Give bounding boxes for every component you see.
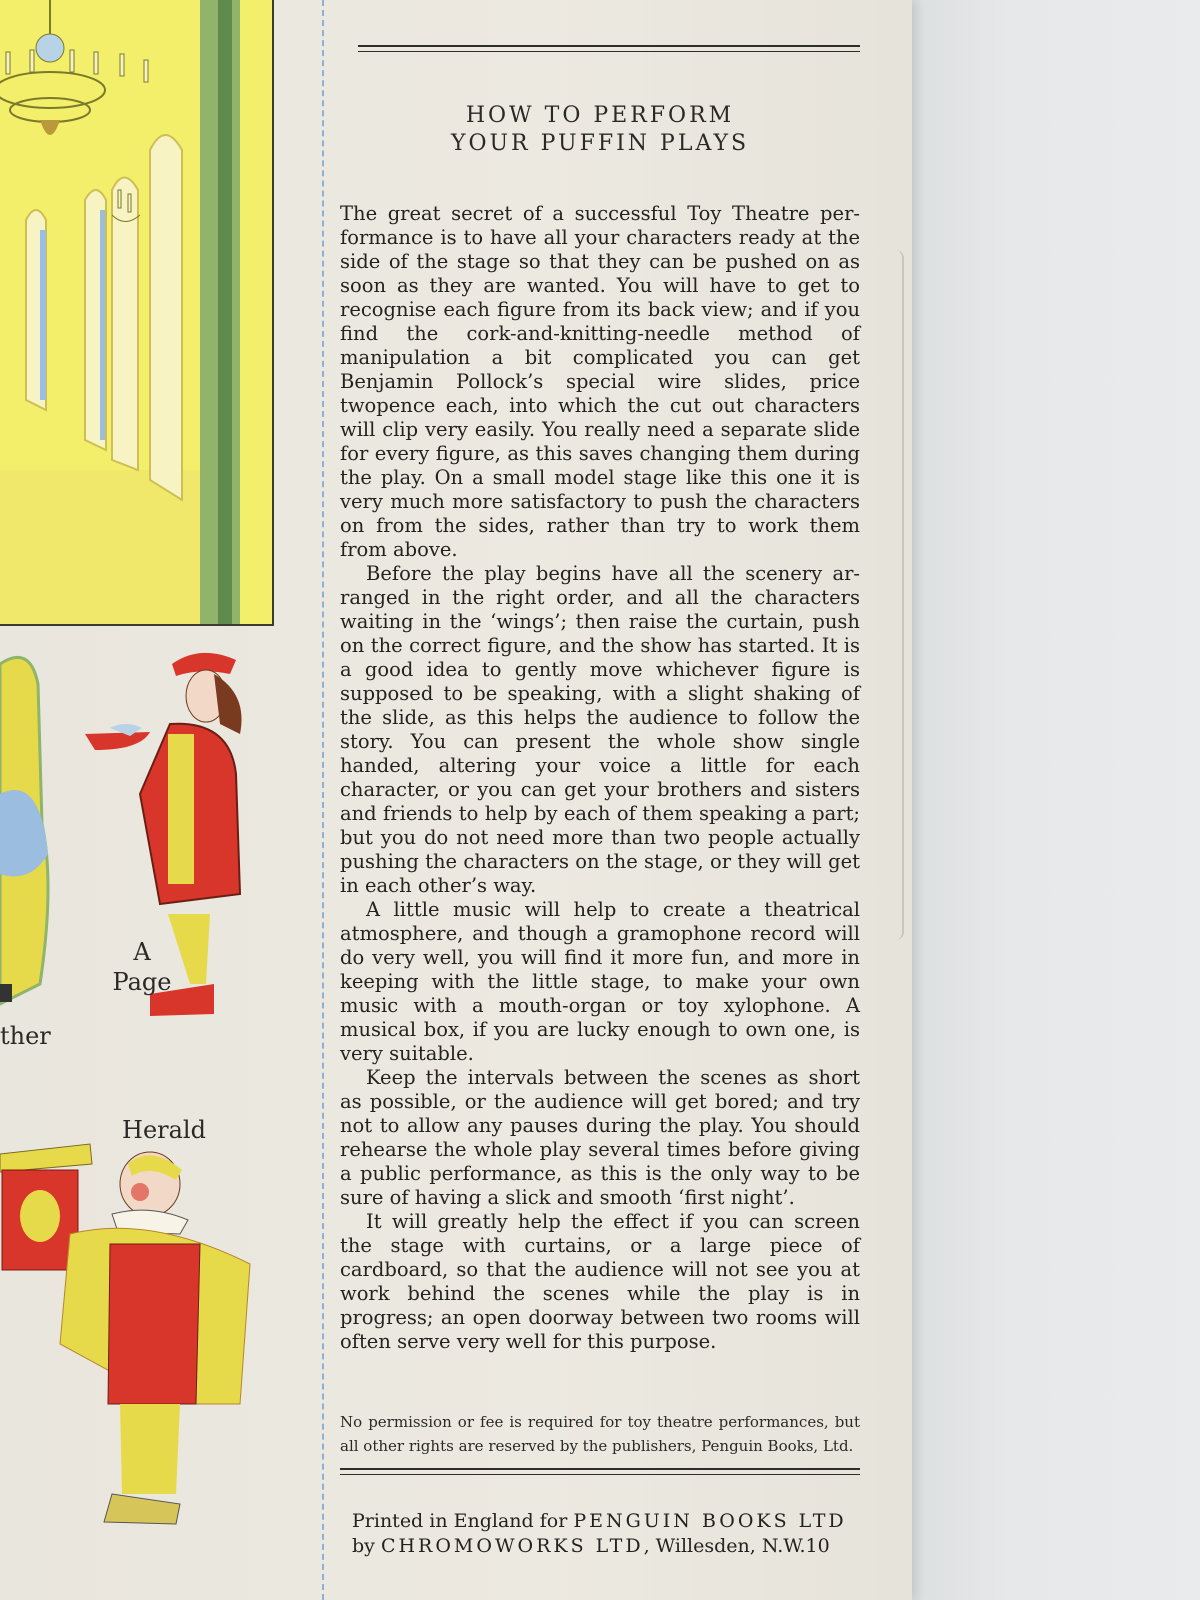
illustration-area — [0, 0, 300, 1600]
title-line-2: YOUR PUFFIN PLAYS — [450, 131, 750, 156]
imprint-line-1-prefix: Printed in England for — [352, 1510, 574, 1532]
permission-notice: No permission or fee is required for toy theatre performances, but all other rights are reserved by the publishers, Penguin Books, Ltd. — [340, 1413, 860, 1455]
page-edge — [872, 250, 904, 940]
caption-a: A — [133, 938, 151, 966]
stage-scene-drawing — [0, 0, 272, 624]
character-figures — [0, 624, 300, 1600]
caption-page: Page — [112, 968, 172, 996]
imprint-line-2 — [352, 1534, 860, 1559]
imprint-publisher: PENGUIN BOOKS LTD — [573, 1510, 847, 1532]
herald-figure — [0, 1144, 250, 1524]
title-line-1: HOW TO PERFORM — [465, 103, 735, 128]
paragraph-3: A little music will help to create a theatrical atmosphere, and though a gramophone record will do very well, you will find it more fun, and more in keeping with the little stage, to make your own music with a mouth-organ or toy xylophone. A musical box, if you are lucky enough to own one, is very suitable. — [340, 898, 860, 1065]
caption-other-partial: ther — [0, 1022, 51, 1050]
stage-scene — [0, 0, 274, 626]
imprint-line-2-suffix: , Willesden, N.W.10 — [643, 1535, 830, 1557]
paragraph-1: The great secret of a successful Toy Theatre performance is to have all your characters ready at the side of the stage so that they can be pushed on as soon as they are wanted. You will have to get to recognise each figure from its back view; and if you find the cork-and-knitting-needle method of manipulation a bit complicated you can get Benjamin Pollock’s special wire slides, price twopence each, into which the cut out characters will clip very easily. You really need a separate slide for every figure, as this saves changing them during the play. On a small model stage like this one it is very much more satisfactory to push the characters on from the sides, rather than try to work them from above. — [340, 202, 860, 561]
bottom-rule — [340, 1468, 860, 1475]
page-title — [340, 102, 860, 158]
paragraph-4: Keep the intervals between the scenes as short as possible, or the audience will get bored; and try not to allow any pauses during the play. You should rehearse the whole play several times before giving a public performance, as this is the only way to be sure of having a slick and smooth ‘first night’. — [340, 1066, 860, 1209]
caption-herald: Herald — [122, 1116, 206, 1144]
page-figure — [85, 653, 242, 1016]
instructions-column — [340, 45, 860, 1559]
printer-imprint — [340, 1509, 860, 1559]
fold-line — [322, 0, 324, 1600]
imprint-printer: CHROMOWORKS LTD — [380, 1535, 644, 1557]
imprint-line-1 — [352, 1509, 860, 1534]
imprint-line-2-prefix: by — [352, 1535, 381, 1557]
paragraph-2: Before the play begins have all the scenery arranged in the right order, and all the characters waiting in the ‘wings’; then raise the curtain, push on the correct figure, and the show has started. It is a good idea to gently move whichever figure is supposed to be speaking, with a slight shaking of the slide, as this helps the audience to follow the story. You can present the whole show single handed, altering your voice a little for each character, or you can get your brothers and sisters and friends to help by each of them speaking a part; but you do not need more than two people actually pushing the characters on the stage, or they will get in each other’s way. — [340, 562, 860, 897]
backdrop — [880, 0, 1200, 1600]
paragraph-5: It will greatly help the effect if you can screen the stage with curtains, or a large piece of cardboard, so that the audience will not see you at work behind the scenes while the play is in progress; an open doorway between two rooms will often serve very well for this purpose. — [340, 1210, 860, 1353]
top-rule — [358, 45, 860, 52]
body-text — [340, 202, 860, 1354]
